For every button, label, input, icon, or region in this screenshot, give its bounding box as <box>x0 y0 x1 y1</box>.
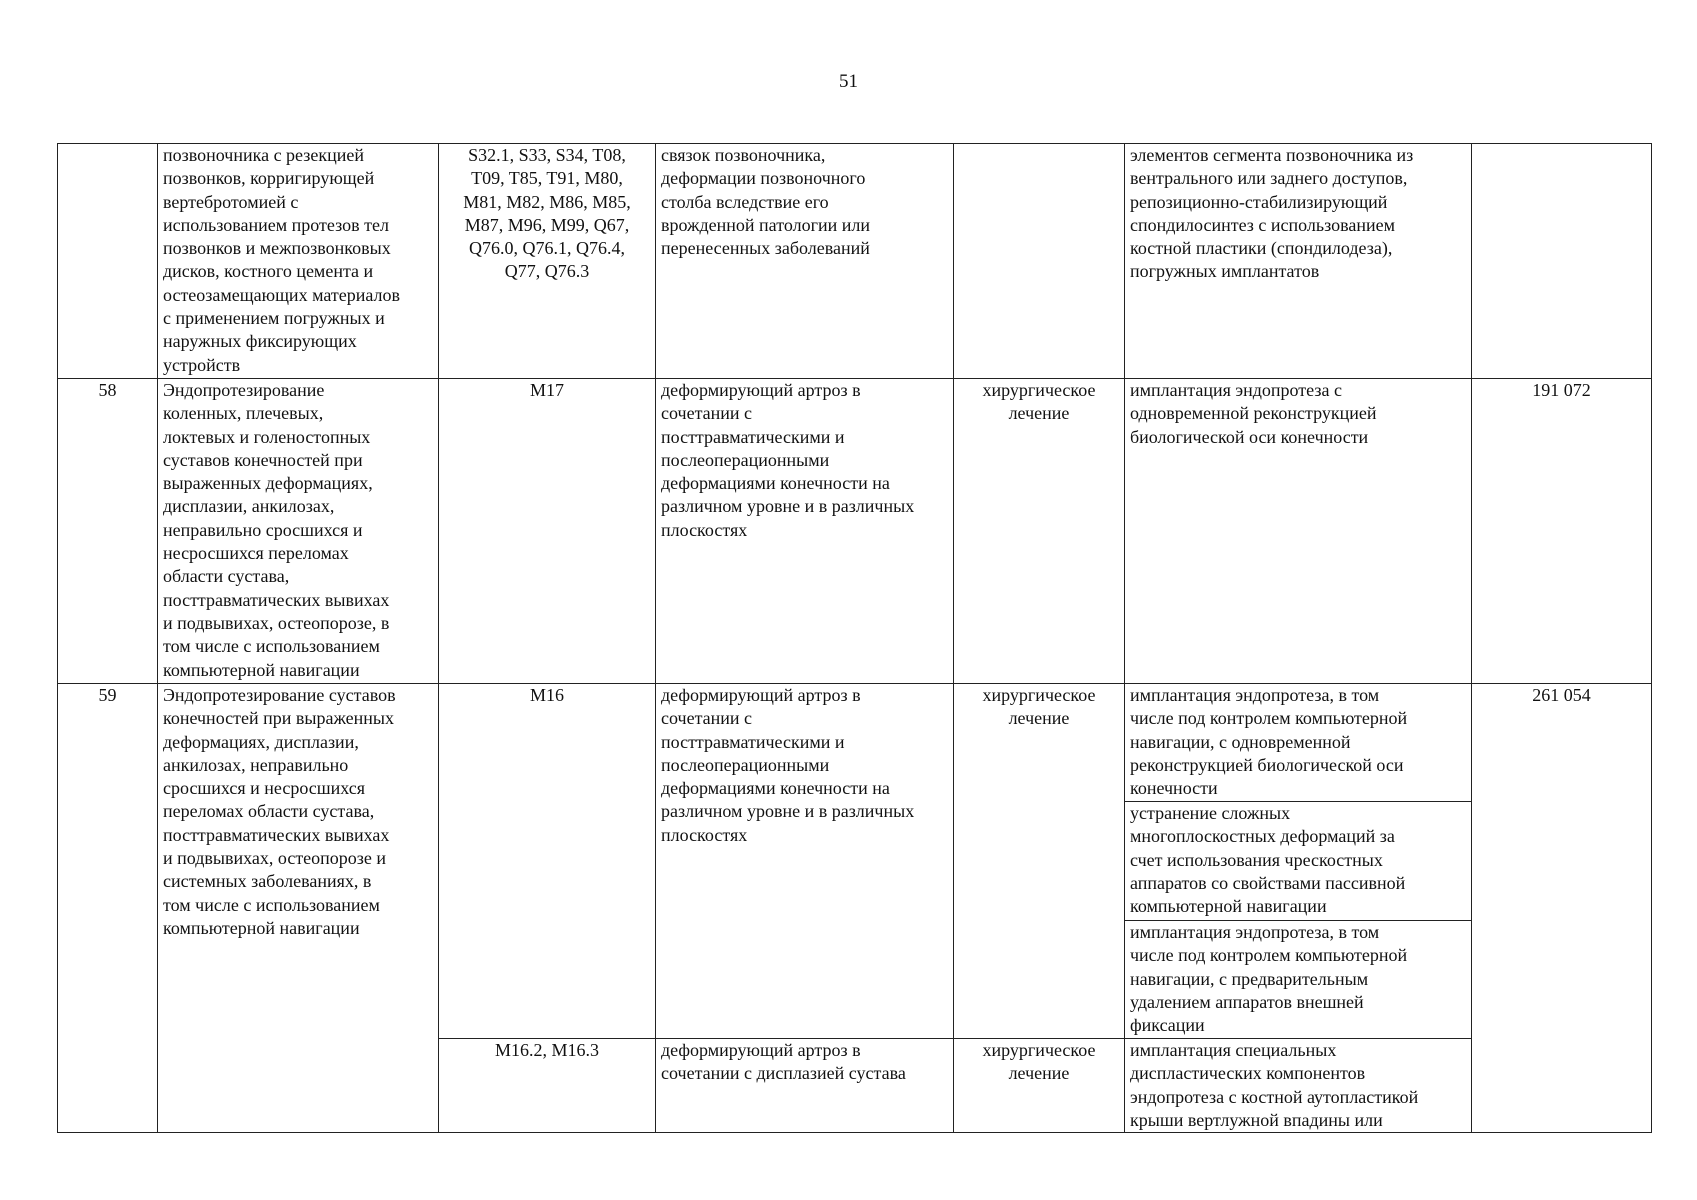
patient-model: деформирующий артроз в сочетании с посттравматическими и послеоперационными деформациями конечности на различном уровне и в различных плоскостях <box>656 379 954 684</box>
intervention-name: позвоночника с резекцией позвонков, корригирующей вертебротомией с использованием протезов тел позвонков и межпозвонковых дисков, костного цемента и остеозамещающих материалов с применением погружных и наружных фиксирующих устройств <box>158 144 439 379</box>
cost-value <box>1472 144 1652 379</box>
treatment-method: имплантация эндопротеза, в том числе под контролем компьютерной навигации, с предварительным удалением аппаратов внешней фиксации <box>1125 921 1472 1039</box>
patient-model: связок позвоночника, деформации позвоночного столба вследствие его врожденной патологии или перенесенных заболеваний <box>656 144 954 379</box>
treatment-method: имплантация специальных диспластических компонентов эндопротеза с костной аутопластикой крыши вертлужной впадины или <box>1125 1039 1472 1133</box>
icd-codes: S32.1, S33, S34, T08, T09, T85, T91, M80, M81, M82, M86, M85, M87, M96, M99, Q67, Q76.0, Q76.1, Q76.4, Q77, Q76.3 <box>439 144 656 379</box>
row-number: 58 <box>58 379 158 684</box>
row-number <box>58 144 158 379</box>
treatment-method: устранение сложных многоплоскостных деформаций за счет использования чрескостных аппаратов со свойствами пассивной компьютерной навигации <box>1125 802 1472 921</box>
treatment-method: имплантация эндопротеза с одновременной реконструкцией биологической оси конечности <box>1125 379 1472 684</box>
icd-codes: M16.2, M16.3 <box>439 1039 656 1133</box>
intervention-name: Эндопротезирование коленных, плечевых, локтевых и голеностопных суставов конечностей при выраженных деформациях, дисплазии, анкилозах, неправильно сросшихся и несросшихся переломах области сустава, посттравматических вывихах и подвывихах, остеопорозе, в том числе с использованием компьютерной навигации <box>158 379 439 684</box>
intervention-name: Эндопротезирование суставов конечностей при выраженных деформациях, дисплазии, анкилозах, неправильно сросшихся и несросшихся переломах области сустава, посттравматических вывихах и подвывихах, остеопорозе и системных заболеваниях, в том числе с использованием компьютерной навигации <box>158 684 439 1133</box>
treatment-table <box>57 143 1652 1133</box>
treatment-type: хирургическое лечение <box>954 684 1125 1039</box>
treatment-type: хирургическое лечение <box>954 1039 1125 1133</box>
table-row <box>58 144 1652 379</box>
treatment-type <box>954 144 1125 379</box>
row-number: 59 <box>58 684 158 1133</box>
cost-value: 261 054 <box>1472 684 1652 1133</box>
icd-codes: M17 <box>439 379 656 684</box>
table-row <box>58 379 1652 684</box>
treatment-method: элементов сегмента позвоночника из вентрального или заднего доступов, репозиционно-стабилизирующий спондилосинтез с использованием костной пластики (спондилодеза), погружных имплантатов <box>1125 144 1472 379</box>
table-row <box>58 684 1652 802</box>
patient-model: деформирующий артроз в сочетании с дисплазией сустава <box>656 1039 954 1133</box>
treatment-type: хирургическое лечение <box>954 379 1125 684</box>
cost-value: 191 072 <box>1472 379 1652 684</box>
treatment-method: имплантация эндопротеза, в том числе под контролем компьютерной навигации, с одновременной реконструкцией биологической оси конечности <box>1125 684 1472 802</box>
patient-model: деформирующий артроз в сочетании с посттравматическими и послеоперационными деформациями конечности на различном уровне и в различных плоскостях <box>656 684 954 1039</box>
icd-codes: M16 <box>439 684 656 1039</box>
page-number: 51 <box>839 71 858 92</box>
